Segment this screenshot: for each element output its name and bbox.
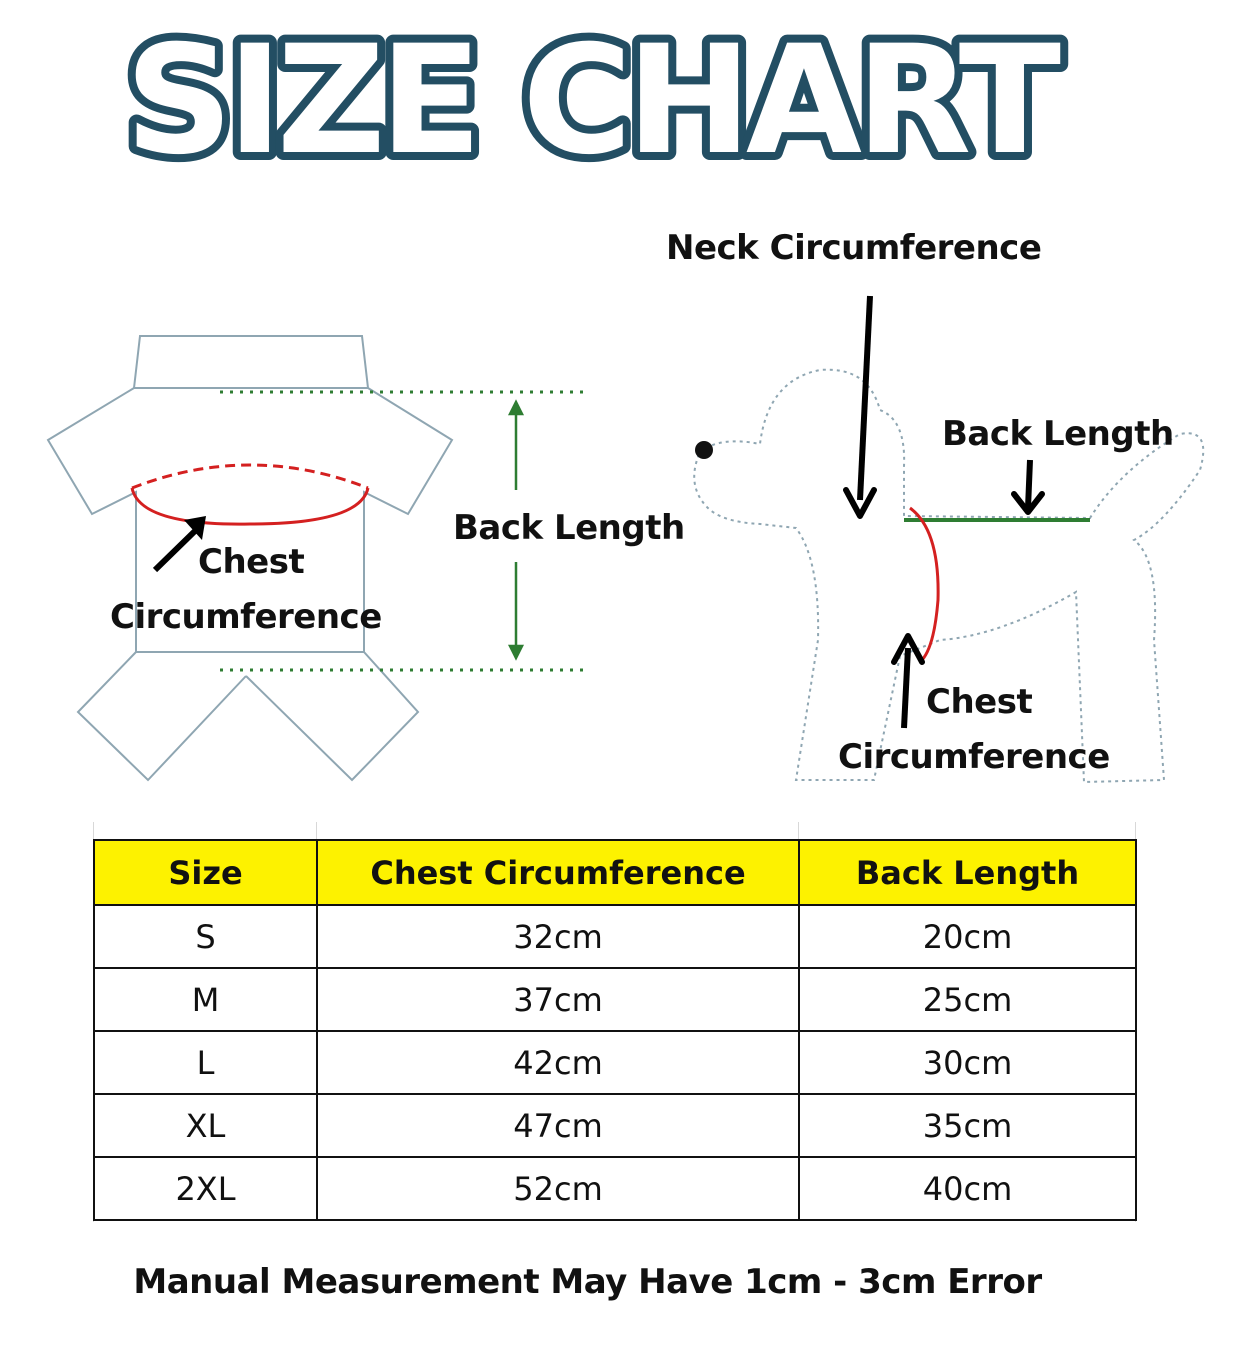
back-length-cell: 20cm <box>799 905 1136 968</box>
back-length-cell: 35cm <box>799 1094 1136 1157</box>
size-cell: S <box>94 905 317 968</box>
chest-arrow-right <box>894 636 922 728</box>
neck-circumference-label: Neck Circumference <box>666 228 1042 268</box>
title-text: SIZE CHART <box>124 14 1056 188</box>
table-row <box>94 1094 1136 1157</box>
table-header-row <box>94 840 1136 905</box>
size-cell: XL <box>94 1094 317 1157</box>
back-arrow-right <box>1014 460 1042 512</box>
chest-label-right-line2: Circumference <box>838 737 1110 777</box>
chest-cell: 42cm <box>317 1031 799 1094</box>
table-row <box>94 1031 1136 1094</box>
dog-nose <box>695 441 713 459</box>
chest-label-left-line2: Circumference <box>110 597 382 637</box>
header-chest: Chest Circumference <box>317 840 799 905</box>
measurement-diagram <box>0 190 1258 810</box>
table-row <box>94 1157 1136 1220</box>
chest-label-left-line1: Chest <box>198 542 305 582</box>
chest-cell: 32cm <box>317 905 799 968</box>
garment-collar <box>134 336 368 388</box>
size-chart-title <box>0 0 1258 200</box>
measurement-error-note: Manual Measurement May Have 1cm - 3cm Error <box>133 1262 1042 1302</box>
table-row <box>94 905 1136 968</box>
back-length-cell: 40cm <box>799 1157 1136 1220</box>
back-length-cell: 25cm <box>799 968 1136 1031</box>
header-back-length: Back Length <box>799 840 1136 905</box>
dog-chest-loop <box>910 508 938 662</box>
back-length-label-right: Back Length <box>942 414 1174 454</box>
chest-cell: 52cm <box>317 1157 799 1220</box>
size-cell: 2XL <box>94 1157 317 1220</box>
chest-ellipse-back <box>132 465 368 488</box>
size-cell: L <box>94 1031 317 1094</box>
chest-cell: 37cm <box>317 968 799 1031</box>
back-length-cell: 30cm <box>799 1031 1136 1094</box>
header-size: Size <box>94 840 317 905</box>
neck-arrow <box>846 296 874 516</box>
size-cell: M <box>94 968 317 1031</box>
back-length-label-left: Back Length <box>453 508 685 548</box>
chest-label-right-line1: Chest <box>926 682 1033 722</box>
table-row <box>94 968 1136 1031</box>
size-table <box>93 839 1137 1221</box>
chest-cell: 47cm <box>317 1094 799 1157</box>
chest-ellipse-front <box>132 488 368 524</box>
